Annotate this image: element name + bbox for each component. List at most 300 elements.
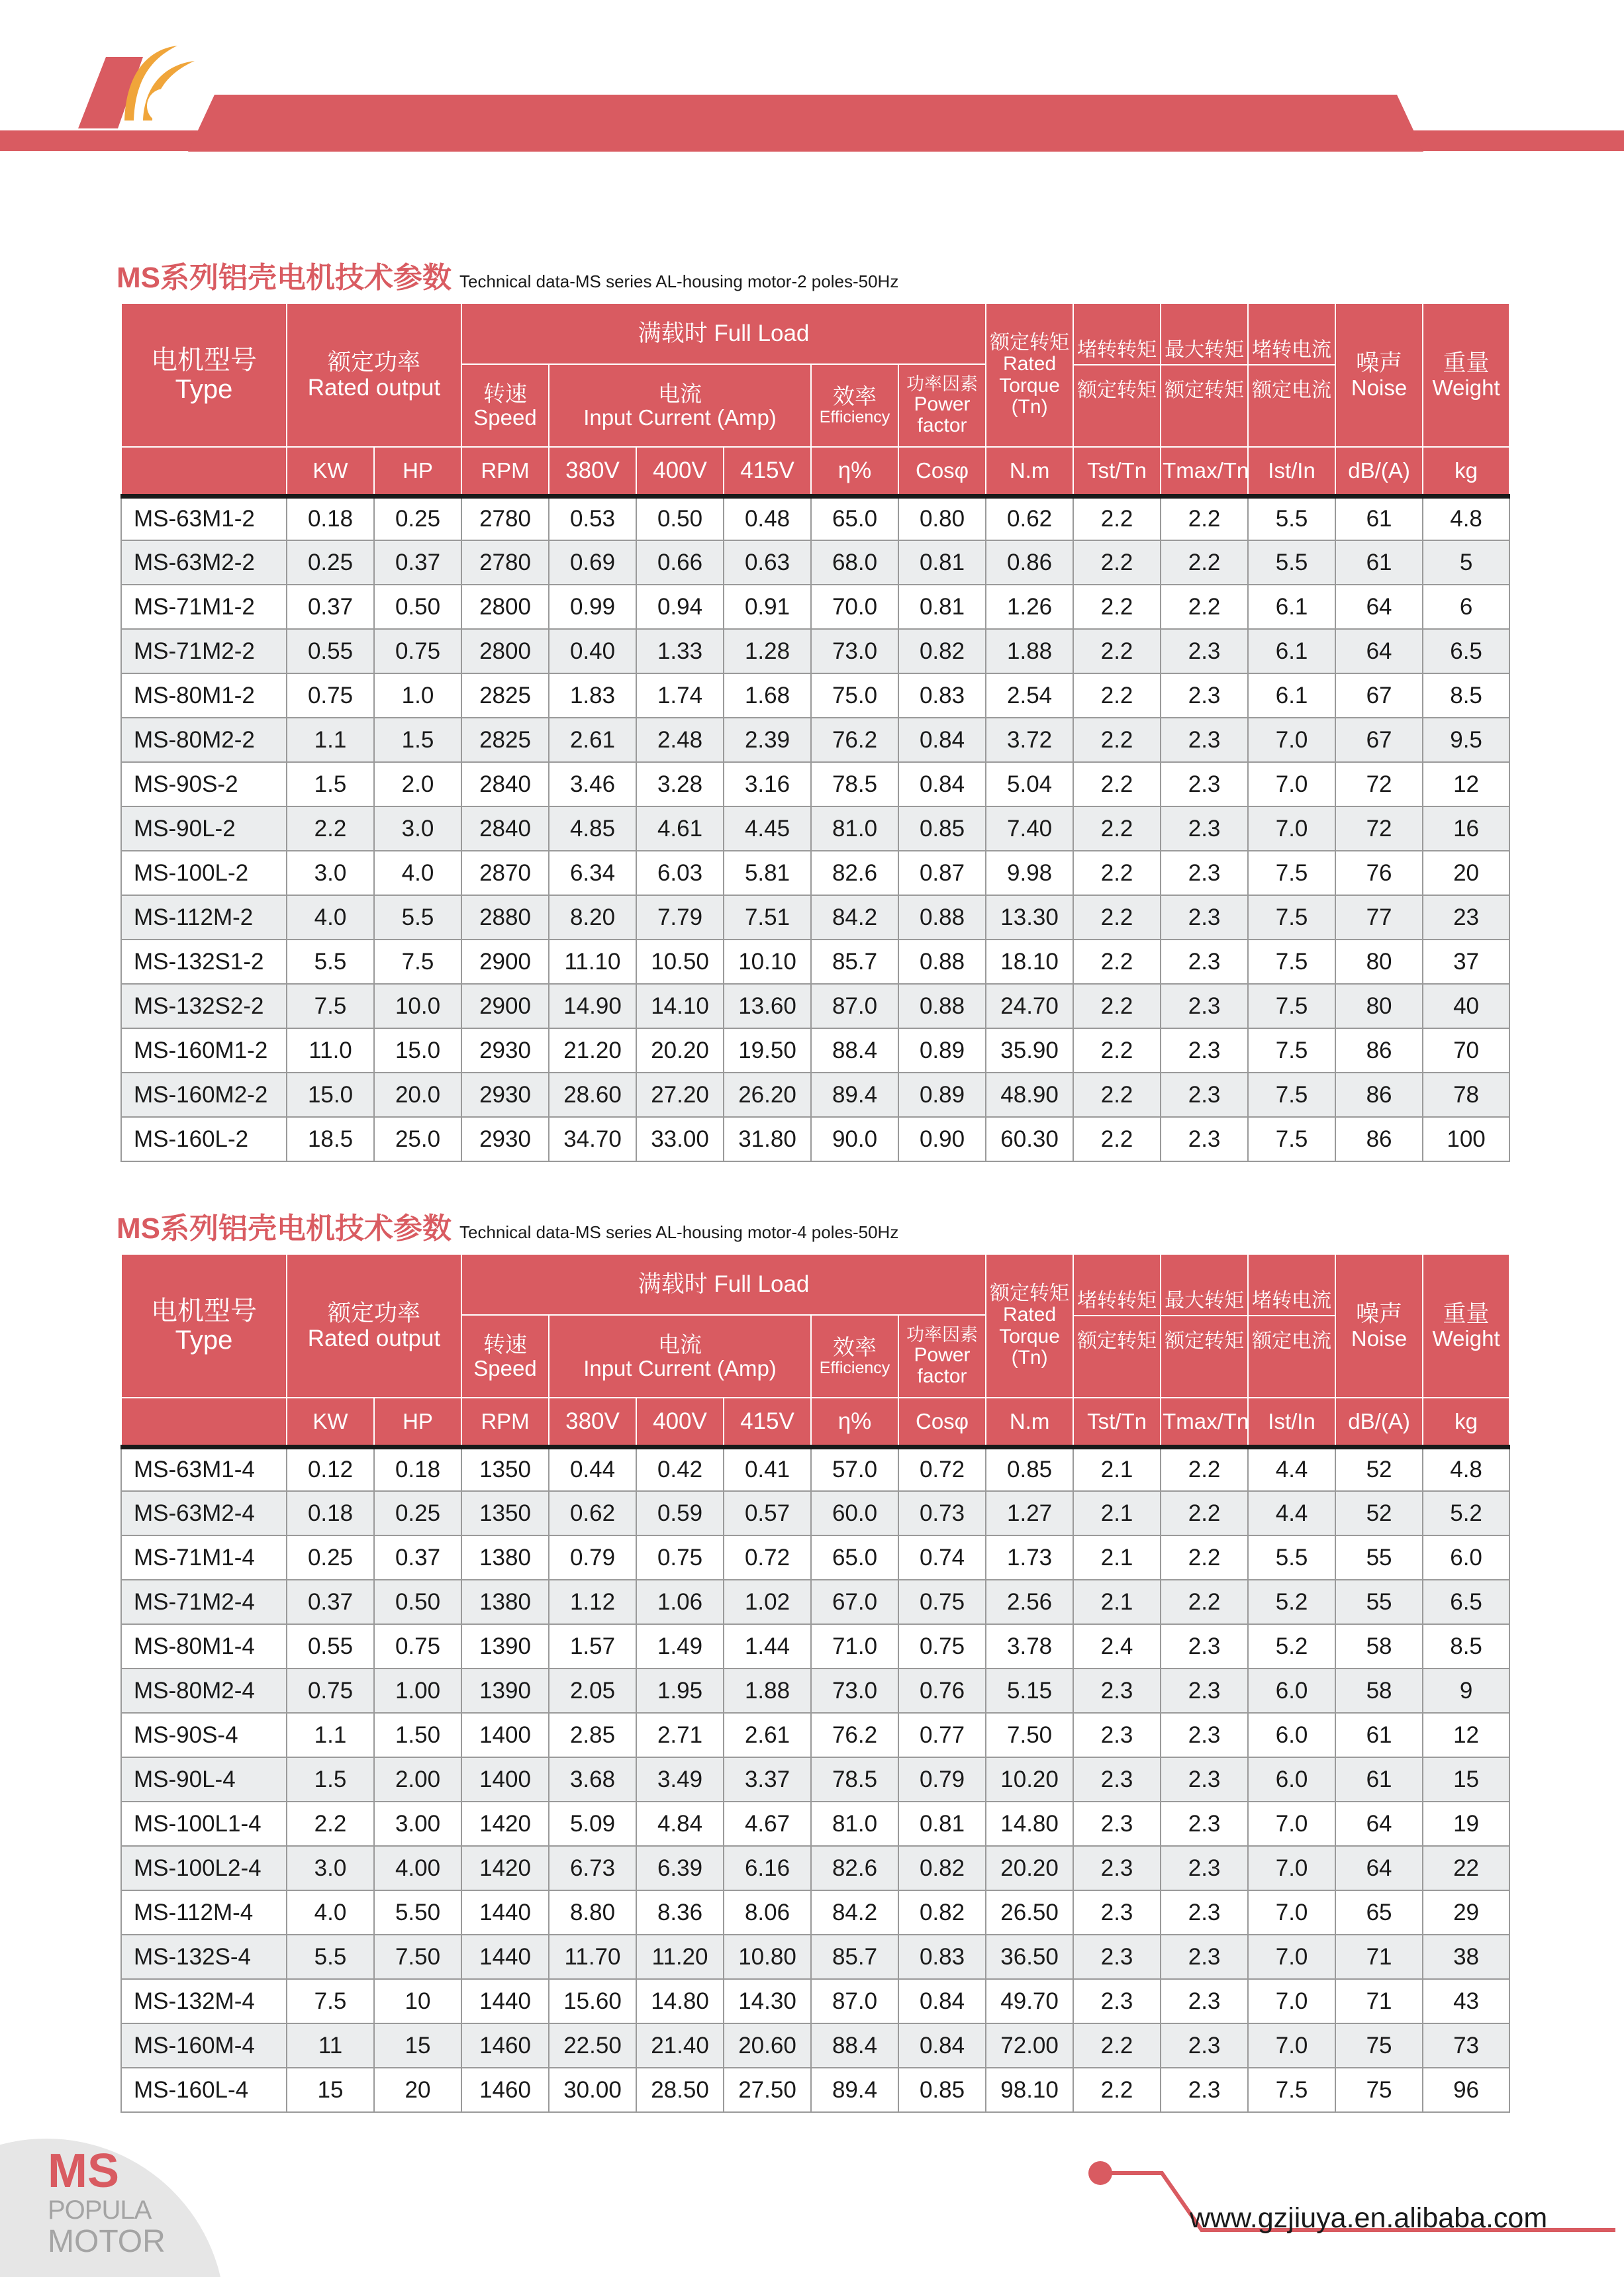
table-row <box>121 940 1509 984</box>
value-cell: 1460 <box>461 2023 549 2068</box>
unit-cell: η% <box>811 447 898 496</box>
value-cell: 1.1 <box>287 1713 374 1757</box>
value-cell: 1.88 <box>724 1669 811 1713</box>
value-cell: 0.40 <box>549 629 636 673</box>
unit-cell: 415V <box>724 1398 811 1447</box>
value-cell: 2.2 <box>1073 806 1161 851</box>
unit-cell: N.m <box>986 447 1073 496</box>
value-cell: 2.56 <box>986 1580 1073 1624</box>
table-row <box>121 496 1509 540</box>
table-row <box>121 1624 1509 1669</box>
unit-cell: Tmax/Tn <box>1161 1398 1248 1447</box>
table-row <box>121 1890 1509 1935</box>
header-noise <box>1335 1254 1423 1398</box>
value-cell: 72 <box>1335 762 1423 806</box>
value-cell: 76 <box>1335 851 1423 895</box>
value-cell: 2.71 <box>636 1713 724 1757</box>
value-cell: 1400 <box>461 1713 549 1757</box>
table-row <box>121 1935 1509 1979</box>
header-noise-en: Noise <box>1351 1326 1408 1351</box>
value-cell: 34.70 <box>549 1117 636 1161</box>
value-cell: 7.5 <box>1248 1073 1335 1117</box>
value-cell: 55 <box>1335 1580 1423 1624</box>
value-cell: 2.4 <box>1073 1624 1161 1669</box>
value-cell: 0.62 <box>549 1491 636 1535</box>
header-speed-en: Speed <box>473 1355 537 1381</box>
value-cell: 23 <box>1423 895 1509 940</box>
value-cell: 60.30 <box>986 1117 1073 1161</box>
model-cell: MS-90S-2 <box>121 762 287 806</box>
value-cell: 2.3 <box>1161 1757 1248 1802</box>
value-cell: 0.86 <box>986 540 1073 585</box>
value-cell: 71 <box>1335 1979 1423 2023</box>
header-current-cn: 电流 <box>658 381 702 406</box>
section-title <box>117 254 898 296</box>
value-cell: 0.87 <box>898 851 986 895</box>
value-cell: 2900 <box>461 940 549 984</box>
value-cell: 2.3 <box>1073 1669 1161 1713</box>
unit-cell: HP <box>374 447 461 496</box>
value-cell: 1390 <box>461 1669 549 1713</box>
value-cell: 2.3 <box>1161 629 1248 673</box>
value-cell: 3.00 <box>374 1802 461 1846</box>
model-cell: MS-100L2-4 <box>121 1846 287 1890</box>
value-cell: 70 <box>1423 1028 1509 1073</box>
value-cell: 87.0 <box>811 1979 898 2023</box>
value-cell: 1380 <box>461 1535 549 1580</box>
value-cell: 2.0 <box>374 762 461 806</box>
value-cell: 15 <box>1423 1757 1509 1802</box>
value-cell: 0.83 <box>898 1935 986 1979</box>
value-cell: 19 <box>1423 1802 1509 1846</box>
unit-row <box>121 447 1509 496</box>
value-cell: 1420 <box>461 1846 549 1890</box>
model-cell: MS-160M1-2 <box>121 1028 287 1073</box>
header-locked-current <box>1248 303 1335 447</box>
header-type-en: Type <box>175 1325 233 1355</box>
value-cell: 5.2 <box>1248 1580 1335 1624</box>
value-cell: 28.50 <box>636 2068 724 2112</box>
value-cell: 1350 <box>461 1491 549 1535</box>
value-cell: 65.0 <box>811 496 898 540</box>
value-cell: 0.42 <box>636 1447 724 1491</box>
value-cell: 0.88 <box>898 940 986 984</box>
value-cell: 76.2 <box>811 718 898 762</box>
spec-table <box>120 1253 1510 2113</box>
value-cell: 2.48 <box>636 718 724 762</box>
value-cell: 0.50 <box>374 585 461 629</box>
value-cell: 0.82 <box>898 1890 986 1935</box>
value-cell: 2.2 <box>1073 895 1161 940</box>
value-cell: 71 <box>1335 1935 1423 1979</box>
value-cell: 6.0 <box>1248 1713 1335 1757</box>
value-cell: 3.0 <box>287 1846 374 1890</box>
table-row <box>121 1491 1509 1535</box>
value-cell: 4.00 <box>374 1846 461 1890</box>
header-input-current <box>549 1315 811 1398</box>
value-cell: 20.60 <box>724 2023 811 2068</box>
value-cell: 4.45 <box>724 806 811 851</box>
value-cell: 2.3 <box>1161 806 1248 851</box>
value-cell: 0.37 <box>374 540 461 585</box>
value-cell: 0.53 <box>549 496 636 540</box>
value-cell: 0.91 <box>724 585 811 629</box>
value-cell: 4.61 <box>636 806 724 851</box>
value-cell: 6.5 <box>1423 1580 1509 1624</box>
value-cell: 61 <box>1335 1757 1423 1802</box>
header-current-en: Input Current (Amp) <box>583 405 777 430</box>
value-cell: 64 <box>1335 629 1423 673</box>
value-cell: 11.20 <box>636 1935 724 1979</box>
value-cell: 0.57 <box>724 1491 811 1535</box>
value-cell: 3.68 <box>549 1757 636 1802</box>
header-type-en: Type <box>175 374 233 404</box>
value-cell: 3.0 <box>287 851 374 895</box>
value-cell: 0.55 <box>287 629 374 673</box>
value-cell: 2.1 <box>1073 1580 1161 1624</box>
value-cell: 2825 <box>461 718 549 762</box>
header-current-en: Input Current (Amp) <box>583 1355 777 1381</box>
value-cell: 2870 <box>461 851 549 895</box>
value-cell: 7.5 <box>1248 895 1335 940</box>
value-cell: 0.12 <box>287 1447 374 1491</box>
value-cell: 52 <box>1335 1491 1423 1535</box>
value-cell: 10.10 <box>724 940 811 984</box>
value-cell: 0.75 <box>287 1669 374 1713</box>
value-cell: 2.1 <box>1073 1535 1161 1580</box>
model-cell: MS-71M1-4 <box>121 1535 287 1580</box>
unit-cell: N.m <box>986 1398 1073 1447</box>
value-cell: 2930 <box>461 1028 549 1073</box>
value-cell: 1400 <box>461 1757 549 1802</box>
unit-cell: HP <box>374 1398 461 1447</box>
value-cell: 0.18 <box>287 496 374 540</box>
value-cell: 5.5 <box>287 940 374 984</box>
value-cell: 20.0 <box>374 1073 461 1117</box>
header-weight-cn: 重量 <box>1443 350 1490 376</box>
value-cell: 2.3 <box>1161 940 1248 984</box>
value-cell: 3.0 <box>374 806 461 851</box>
value-cell: 0.99 <box>549 585 636 629</box>
value-cell: 68.0 <box>811 540 898 585</box>
value-cell: 1440 <box>461 1890 549 1935</box>
value-cell: 1.83 <box>549 673 636 718</box>
value-cell: 80 <box>1335 984 1423 1028</box>
value-cell: 1.50 <box>374 1713 461 1757</box>
value-cell: 0.62 <box>986 496 1073 540</box>
value-cell: 22 <box>1423 1846 1509 1890</box>
title-cn: MS系列铝壳电机技术参数 <box>117 1212 452 1245</box>
value-cell: 2.3 <box>1073 1802 1161 1846</box>
header-type-cn: 电机型号 <box>151 1296 257 1326</box>
value-cell: 52 <box>1335 1447 1423 1491</box>
value-cell: 7.0 <box>1248 1846 1335 1890</box>
value-cell: 38 <box>1423 1935 1509 1979</box>
value-cell: 0.75 <box>374 629 461 673</box>
header-eff-cn: 效率 <box>833 384 877 409</box>
value-cell: 55 <box>1335 1535 1423 1580</box>
value-cell: 6.1 <box>1248 585 1335 629</box>
value-cell: 28.60 <box>549 1073 636 1117</box>
value-cell: 5.2 <box>1248 1624 1335 1669</box>
header-locked-torque-sub: 额定转矩 <box>1077 379 1157 401</box>
value-cell: 8.36 <box>636 1890 724 1935</box>
value-cell: 2.2 <box>1161 1580 1248 1624</box>
value-cell: 7.50 <box>986 1713 1073 1757</box>
model-cell: MS-80M2-2 <box>121 718 287 762</box>
spec-table <box>120 303 1510 1162</box>
value-cell: 15.0 <box>287 1073 374 1117</box>
value-cell: 4.4 <box>1248 1491 1335 1535</box>
value-cell: 0.80 <box>898 496 986 540</box>
header-eff-en: Efficiency <box>819 407 890 426</box>
value-cell: 15.0 <box>374 1028 461 1073</box>
unit-row <box>121 1398 1509 1447</box>
value-cell: 7.5 <box>1248 851 1335 895</box>
value-cell: 4.8 <box>1423 1447 1509 1491</box>
value-cell: 2.3 <box>1161 1979 1248 2023</box>
unit-cell: 380V <box>549 1398 636 1447</box>
value-cell: 8.20 <box>549 895 636 940</box>
unit-cell: kg <box>1423 1398 1509 1447</box>
value-cell: 2.2 <box>1073 984 1161 1028</box>
value-cell: 0.25 <box>287 540 374 585</box>
value-cell: 19.50 <box>724 1028 811 1073</box>
value-cell: 0.84 <box>898 718 986 762</box>
value-cell: 0.66 <box>636 540 724 585</box>
header-rated-output <box>287 1254 461 1398</box>
value-cell: 0.37 <box>374 1535 461 1580</box>
header-noise-en: Noise <box>1351 375 1408 400</box>
value-cell: 0.69 <box>549 540 636 585</box>
table-row <box>121 540 1509 585</box>
model-cell: MS-63M2-2 <box>121 540 287 585</box>
value-cell: 49.70 <box>986 1979 1073 2023</box>
value-cell: 82.6 <box>811 851 898 895</box>
value-cell: 8.5 <box>1423 673 1509 718</box>
header-locked-torque <box>1073 1254 1161 1398</box>
value-cell: 0.88 <box>898 895 986 940</box>
model-cell: MS-71M2-4 <box>121 1580 287 1624</box>
value-cell: 81.0 <box>811 1802 898 1846</box>
value-cell: 1.73 <box>986 1535 1073 1580</box>
value-cell: 5.5 <box>287 1935 374 1979</box>
model-cell: MS-160M-4 <box>121 2023 287 2068</box>
value-cell: 35.90 <box>986 1028 1073 1073</box>
header-pf-cn: 功率因素 <box>906 373 979 394</box>
value-cell: 1390 <box>461 1624 549 1669</box>
value-cell: 71.0 <box>811 1624 898 1669</box>
header-type-cn: 电机型号 <box>151 346 257 375</box>
value-cell: 7.0 <box>1248 806 1335 851</box>
value-cell: 84.2 <box>811 1890 898 1935</box>
unit-cell: KW <box>287 447 374 496</box>
header-locked-current-sub: 额定电流 <box>1252 1330 1332 1352</box>
table-row <box>121 895 1509 940</box>
value-cell: 67.0 <box>811 1580 898 1624</box>
value-cell: 75 <box>1335 2023 1423 2068</box>
value-cell: 0.63 <box>724 540 811 585</box>
header-type <box>121 303 287 447</box>
value-cell: 73 <box>1423 2023 1509 2068</box>
value-cell: 100 <box>1423 1117 1509 1161</box>
unit-cell-type <box>121 1398 287 1447</box>
value-cell: 13.60 <box>724 984 811 1028</box>
value-cell: 57.0 <box>811 1447 898 1491</box>
value-cell: 5.50 <box>374 1890 461 1935</box>
value-cell: 2.1 <box>1073 1447 1161 1491</box>
value-cell: 7.5 <box>374 940 461 984</box>
value-cell: 13.30 <box>986 895 1073 940</box>
value-cell: 2.2 <box>1161 1447 1248 1491</box>
value-cell: 1440 <box>461 1979 549 2023</box>
header-input-current <box>549 364 811 447</box>
value-cell: 2.2 <box>1073 1073 1161 1117</box>
value-cell: 89.4 <box>811 1073 898 1117</box>
table-row <box>121 718 1509 762</box>
value-cell: 1.49 <box>636 1624 724 1669</box>
value-cell: 14.90 <box>549 984 636 1028</box>
value-cell: 7.5 <box>287 1979 374 2023</box>
value-cell: 86 <box>1335 1073 1423 1117</box>
header-full-load: 满载时 Full Load <box>461 1254 986 1315</box>
value-cell: 27.20 <box>636 1073 724 1117</box>
header-locked-current-cn: 堵转电流 <box>1249 1285 1335 1316</box>
value-cell: 5.04 <box>986 762 1073 806</box>
value-cell: 87.0 <box>811 984 898 1028</box>
value-cell: 98.10 <box>986 2068 1073 2112</box>
value-cell: 0.75 <box>898 1624 986 1669</box>
table-row <box>121 2068 1509 2112</box>
value-cell: 0.84 <box>898 762 986 806</box>
value-cell: 7.5 <box>1248 1028 1335 1073</box>
value-cell: 2.2 <box>1073 718 1161 762</box>
value-cell: 80 <box>1335 940 1423 984</box>
header-rated-torque-sym: (Tn) <box>1011 1346 1048 1369</box>
value-cell: 4.84 <box>636 1802 724 1846</box>
header-pf-cn: 功率因素 <box>906 1324 979 1345</box>
value-cell: 21.20 <box>549 1028 636 1073</box>
unit-cell: Cosφ <box>898 1398 986 1447</box>
model-cell: MS-63M1-2 <box>121 496 287 540</box>
value-cell: 4.4 <box>1248 1447 1335 1491</box>
header-locked-torque-cn: 堵转转矩 <box>1074 334 1160 365</box>
value-cell: 8.06 <box>724 1890 811 1935</box>
table-row <box>121 629 1509 673</box>
value-cell: 2.85 <box>549 1713 636 1757</box>
value-cell: 0.37 <box>287 585 374 629</box>
header-noise-cn: 噪声 <box>1356 350 1403 376</box>
value-cell: 8.80 <box>549 1890 636 1935</box>
value-cell: 2.61 <box>549 718 636 762</box>
value-cell: 22.50 <box>549 2023 636 2068</box>
value-cell: 67 <box>1335 673 1423 718</box>
value-cell: 14.30 <box>724 1979 811 2023</box>
unit-cell: RPM <box>461 1398 549 1447</box>
value-cell: 1380 <box>461 1580 549 1624</box>
value-cell: 2825 <box>461 673 549 718</box>
value-cell: 18.5 <box>287 1117 374 1161</box>
value-cell: 2.3 <box>1161 2068 1248 2112</box>
value-cell: 7.40 <box>986 806 1073 851</box>
value-cell: 89.4 <box>811 2068 898 2112</box>
value-cell: 2.3 <box>1161 673 1248 718</box>
value-cell: 4.0 <box>287 1890 374 1935</box>
header-weight <box>1423 303 1509 447</box>
value-cell: 2.2 <box>1073 496 1161 540</box>
header-locked-current <box>1248 1254 1335 1398</box>
value-cell: 6.1 <box>1248 629 1335 673</box>
value-cell: 2840 <box>461 806 549 851</box>
value-cell: 15.60 <box>549 1979 636 2023</box>
value-cell: 6.03 <box>636 851 724 895</box>
table-row <box>121 2023 1509 2068</box>
value-cell: 1.33 <box>636 629 724 673</box>
value-cell: 11.70 <box>549 1935 636 1979</box>
table-body <box>121 1447 1509 2112</box>
header-locked-current-cn: 堵转电流 <box>1249 334 1335 365</box>
header-eff-en: Efficiency <box>819 1358 890 1377</box>
value-cell: 7.5 <box>1248 940 1335 984</box>
unit-cell: Tst/Tn <box>1073 447 1161 496</box>
value-cell: 2880 <box>461 895 549 940</box>
value-cell: 67 <box>1335 718 1423 762</box>
value-cell: 5.5 <box>374 895 461 940</box>
unit-cell-type <box>121 447 287 496</box>
website-link[interactable]: www.gzjiuya.en.alibaba.com <box>1190 2202 1548 2234</box>
value-cell: 6.0 <box>1423 1535 1509 1580</box>
value-cell: 7.79 <box>636 895 724 940</box>
value-cell: 7.0 <box>1248 1979 1335 2023</box>
value-cell: 2780 <box>461 540 549 585</box>
value-cell: 2800 <box>461 629 549 673</box>
value-cell: 1.0 <box>374 673 461 718</box>
value-cell: 20.20 <box>986 1846 1073 1890</box>
value-cell: 0.55 <box>287 1624 374 1669</box>
value-cell: 1.57 <box>549 1624 636 1669</box>
value-cell: 61 <box>1335 1713 1423 1757</box>
footer-brand-name-2: MOTOR <box>48 2224 166 2259</box>
value-cell: 6.0 <box>1248 1757 1335 1802</box>
value-cell: 26.20 <box>724 1073 811 1117</box>
value-cell: 2.2 <box>1073 940 1161 984</box>
header-noise <box>1335 303 1423 447</box>
table-row <box>121 762 1509 806</box>
value-cell: 1.1 <box>287 718 374 762</box>
model-cell: MS-80M1-4 <box>121 1624 287 1669</box>
value-cell: 5.5 <box>1248 540 1335 585</box>
value-cell: 2.3 <box>1161 851 1248 895</box>
value-cell: 1.02 <box>724 1580 811 1624</box>
model-cell: MS-80M1-2 <box>121 673 287 718</box>
header-rated-torque-cn: 额定转矩 <box>990 1282 1070 1304</box>
value-cell: 2.3 <box>1161 984 1248 1028</box>
value-cell: 12 <box>1423 762 1509 806</box>
value-cell: 1.12 <box>549 1580 636 1624</box>
value-cell: 78.5 <box>811 762 898 806</box>
value-cell: 2.3 <box>1161 718 1248 762</box>
value-cell: 2.2 <box>1073 762 1161 806</box>
model-cell: MS-90S-4 <box>121 1713 287 1757</box>
value-cell: 0.82 <box>898 629 986 673</box>
value-cell: 65 <box>1335 1890 1423 1935</box>
header-rated-torque <box>986 1254 1073 1398</box>
value-cell: 2.2 <box>1073 629 1161 673</box>
value-cell: 0.59 <box>636 1491 724 1535</box>
value-cell: 16 <box>1423 806 1509 851</box>
header-pf-en1: Power <box>914 1343 971 1366</box>
value-cell: 0.25 <box>287 1535 374 1580</box>
